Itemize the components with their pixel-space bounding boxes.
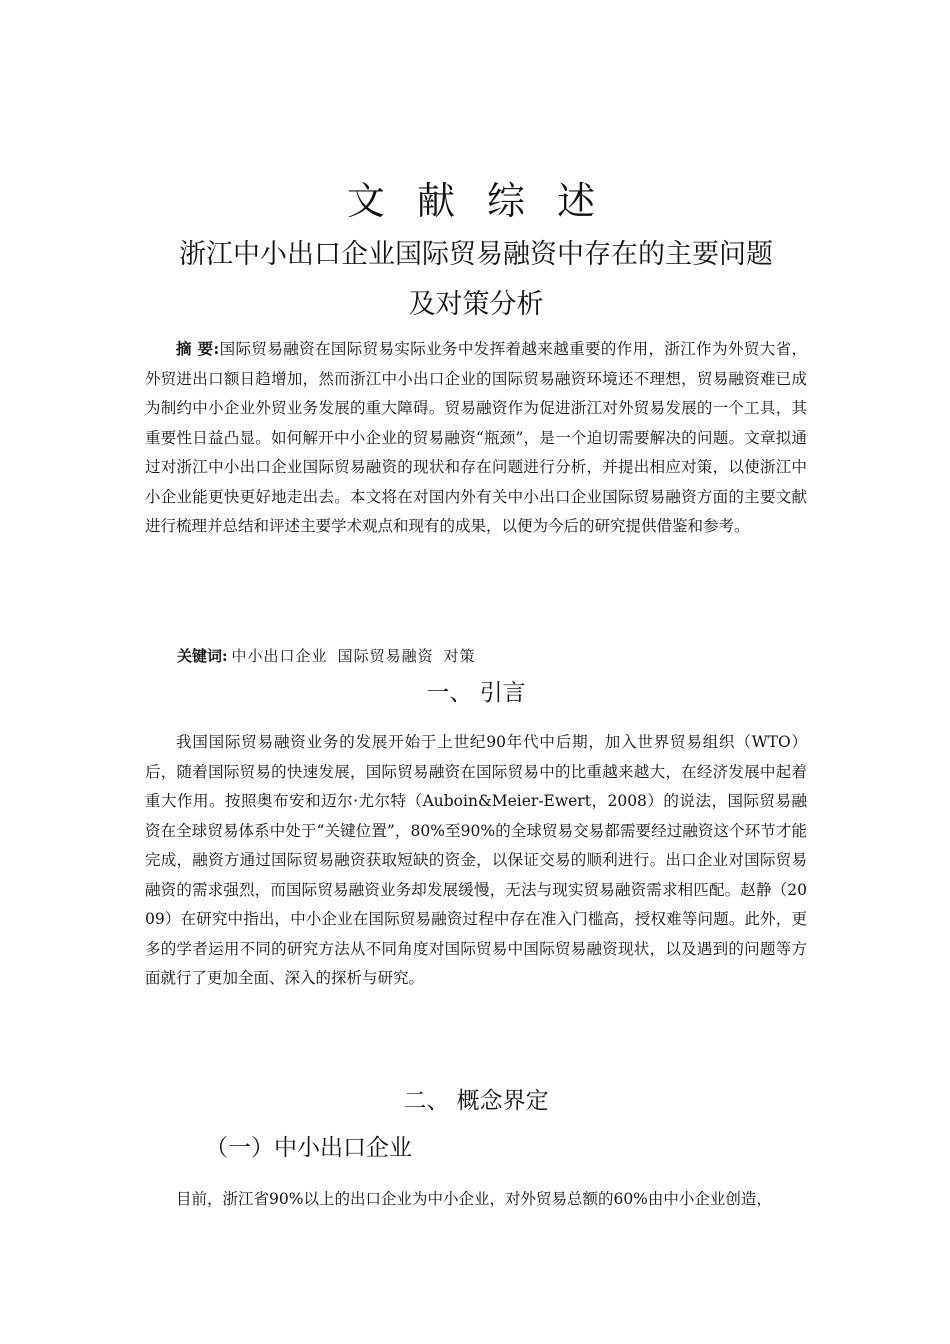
- keywords-label: 关键词:: [177, 647, 228, 665]
- keywords-text: 中小出口企业 国际贸易融资 对策: [231, 647, 476, 665]
- subsection-paragraph: 目前，浙江省90%以上的出口企业为中小企业，对外贸易总额的60%由中小企业创造，: [176, 1190, 772, 1208]
- document-title: 文 献 综 述: [346, 179, 606, 223]
- abstract-text: 国际贸易融资在国际贸易实际业务中发挥着越来越重要的作用，浙江作为外贸大省，外贸进出口额日趋增加，然而浙江中小出口企业的国际贸易融资环境还不理想，贸易融资难已成为制约中小企业外贸业务发展的重大障碍。贸易融资作为促进浙江对外贸易发展的一个工具，其重要性日益凸显。如何解开中小企业的贸易融资“瓶颈”，是一个迫切需要解决的问题。文章拟通过对浙江中小出口企业国际贸易融资的现状和存在问题进行分析，并提出相应对策，以使浙江中小企业能更快更好地走出去。本文将在对国内外有关中小出口企业国际贸易融资方面的主要文献进行梳理并总结和评述主要学术观点和现有的成果，以便为今后的研究提供借鉴和参考。: [145, 340, 807, 535]
- subtitle-line-1: 浙江中小出口企业国际贸易融资中存在的主要问题: [179, 239, 773, 270]
- abstract-label: 摘 要:: [176, 339, 220, 358]
- document-subtitle: [145, 230, 807, 330]
- abstract-paragraph: [145, 334, 807, 542]
- document-page: [145, 0, 807, 1344]
- introduction-paragraph: 我国国际贸易融资业务的发展开始于上世纪90年代中后期，加入世界贸易组织（WTO）后，随着国际贸易的快速发展，国际贸易融资在国际贸易中的比重越来越大，在经济发展中起着重大作用。按照奥布安和迈尔·尤尔特（Auboin&Meier-Ewert，2008）的说法，国际贸易融资在全球贸易体系中处于“关键位置”，80%至90%的全球贸易交易都需要经过融资这个环节才能完成，融资方通过国际贸易融资获取短缺的资金，以保证交易的顺利进行。出口企业对国际贸易融资的需求强烈，而国际贸易融资业务却发展缓慢，无法与现实贸易融资需求相匹配。赵静（2009）在研究中指出，中小企业在国际贸易融资过程中存在准入门槛高，授权难等问题。此外，更多的学者运用不同的研究方法从不同角度对国际贸易中国际贸易融资现状，以及遇到的问题等方面就行了更加全面、深入的探析与研究。: [145, 733, 807, 987]
- keywords-line: [177, 642, 476, 670]
- section-heading-introduction: 一、 引言: [426, 680, 526, 706]
- subtitle-line-2: 及对策分析: [408, 289, 544, 320]
- subsection-heading-sme-exporters: （一）中小出口企业: [205, 1135, 412, 1161]
- section-heading-concept-definition: 二、 概念界定: [403, 1088, 549, 1114]
